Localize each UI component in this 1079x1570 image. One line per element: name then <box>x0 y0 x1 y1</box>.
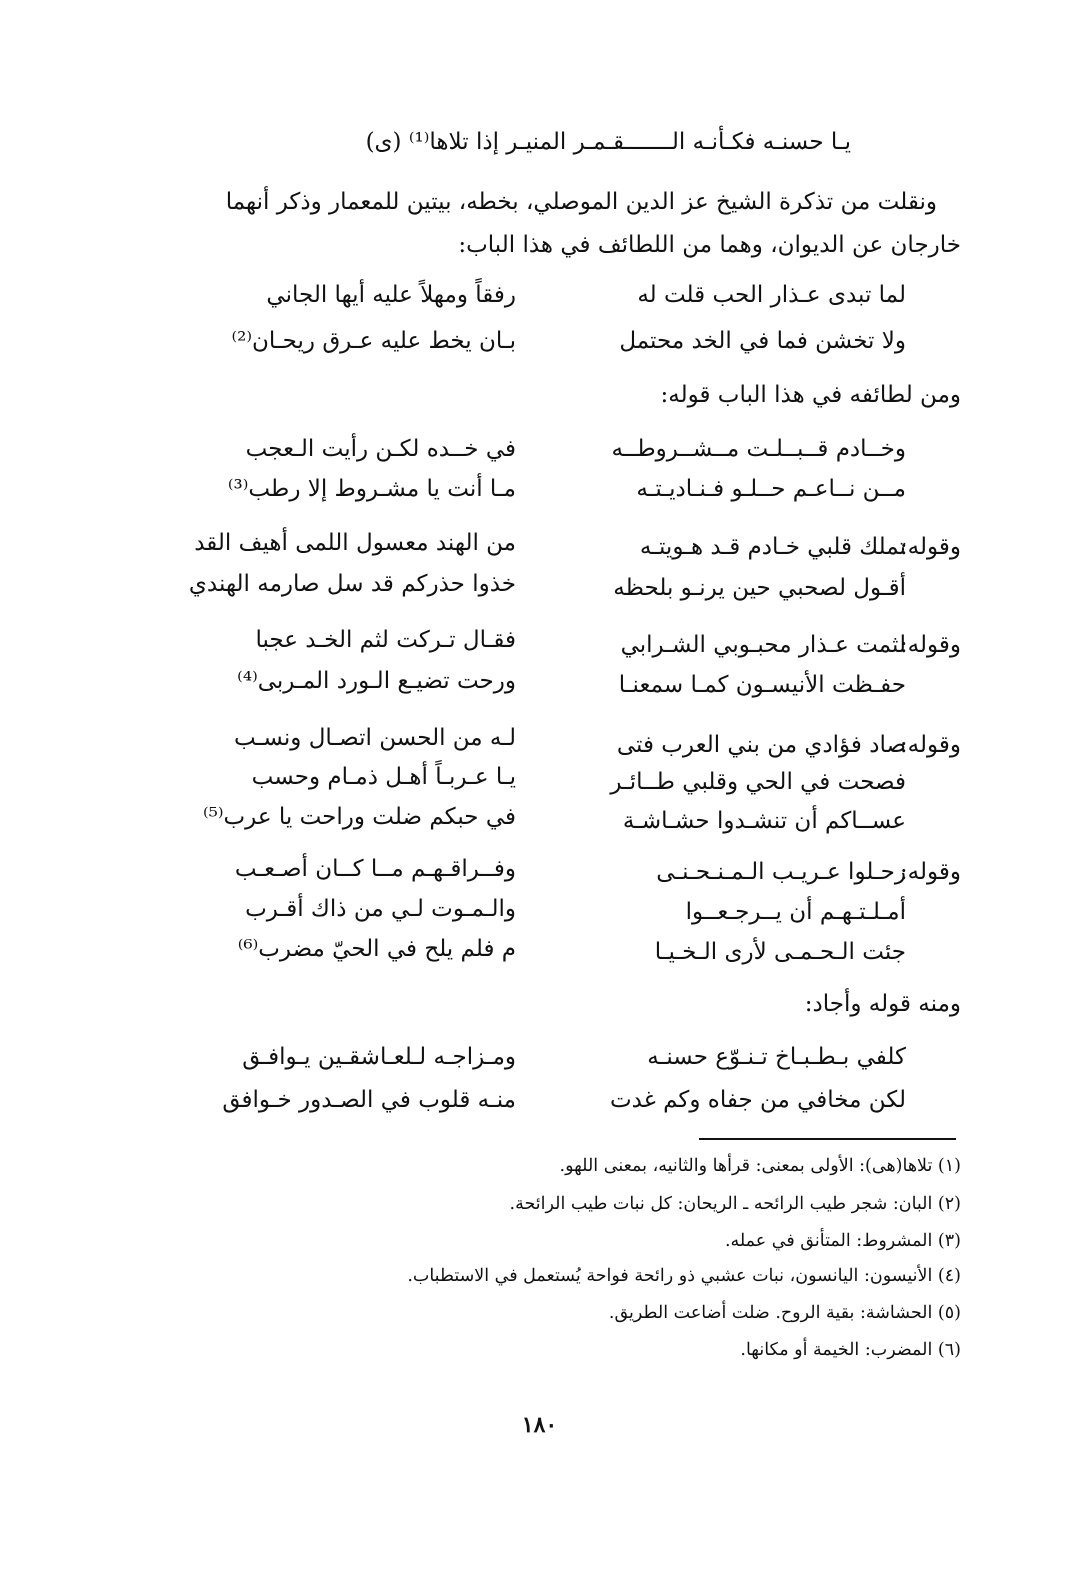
footnote: (٥) الحشاشة: بقية الروح. ضلت أضاعت الطريق. <box>608 1303 961 1323</box>
verse-hemistich-left: مـا أنت يا مشـروط إلا رطب⁽³⁾ <box>227 476 516 502</box>
intro-line: ومنه قوله وأجاد: <box>804 991 961 1017</box>
verse-hemistich-right: تملك قلبي خـادم قـد هـويتـه <box>639 534 906 560</box>
footnote: (٣) المشروط: المتأنق في عمله. <box>724 1231 961 1251</box>
verse-hemistich-right: كلفي بـطـبـاخ تـنـوّع حسنـه <box>647 1044 906 1070</box>
verse-hemistich-left: بـان يخط عليه عـرق ريحـان⁽²⁾ <box>231 328 516 354</box>
verse-hemistich-left: خذوا حذركم قد سل صارمه الهندي <box>188 571 516 597</box>
verse-hemistich-right: ولا تخشن فما في الخد محتمل <box>619 328 906 354</box>
verse-hemistich-left: رفقاً ومهلاً عليه أيها الجاني <box>266 282 516 308</box>
verse-hemistich-left: في خــده لكـن رأيت الـعجب <box>245 436 516 462</box>
page-number: ١٨٠ <box>521 1412 558 1438</box>
verse-prefix: وقوله: <box>899 534 961 560</box>
verse-hemistich-left: وفــراقـهـم مــا كــان أصـعـب <box>234 856 516 882</box>
verse-hemistich-left: في حبكم ضلت وراحت يا عرب⁽⁵⁾ <box>202 804 516 830</box>
verse-hemistich-left: منـه قلوب في الصـدور خـوافق <box>222 1087 516 1113</box>
verse-hemistich-right: مــن نــاعـم حــلـو فـنـاديـتـه <box>636 476 906 502</box>
verse-hemistich-right: حفـظت الأنيسـون كمـا سمعنـا <box>618 672 906 698</box>
verse-hemistich-left: فقـال تـركت لثم الخـد عجبا <box>255 627 516 653</box>
verse-hemistich-right: جئت الـحـمـى لأرى الـخـيـا <box>654 939 906 965</box>
verse-hemistich-right: لما تبدى عـذار الحب قلت له <box>637 282 906 308</box>
footnote: (٤) الأنيسون: اليانسون، نبات عشبي ذو رائحة فواحة يُستعمل في الاستطباب. <box>407 1266 961 1286</box>
footnote-separator <box>699 1138 956 1140</box>
verse-prefix: وقوله: <box>899 732 961 758</box>
paragraph-line: ونقلت من تذكرة الشيخ عز الدين الموصلي، بخطه، بيتين للمعمار وذكر أنهما <box>225 189 937 215</box>
verse-hemistich-right: صاد فؤادي من بني العرب فتى <box>616 732 906 758</box>
verse-hemistich-right: عســاكم أن تنشـدوا حشـاشـة <box>622 808 906 834</box>
verse-hemistich-right: لكن مخافي من جفاه وكم غدت <box>610 1087 906 1113</box>
verse-hemistich-right: أمـلـتـهـم أن يــرجـعــوا <box>685 899 906 925</box>
verse-hemistich-right: أقـول لصحبي حين يرنـو بلحظه <box>613 575 906 601</box>
verse-hemistich-right: رحـلوا عـريـب الـمـنـحـنـى <box>656 859 906 885</box>
verse-hemistich-right: وخــادم قــبــلـت مــشــروطــه <box>611 436 906 462</box>
verse-line-top: يـا حسنـه فكـأنـه الـــــــقـمـر المنيـر إذا تلاها⁽¹⁾ (ى) <box>365 129 851 155</box>
verse-hemistich-left: ورحت تضيـع الـورد المـربى⁽⁴⁾ <box>237 668 516 694</box>
verse-hemistich-left: من الهند معسول اللمى أهيف القد <box>194 530 516 556</box>
paragraph-line: خارجان عن الديوان، وهما من اللطائف في هذا الباب: <box>458 232 961 258</box>
verse-hemistich-left: م فلم يلح في الحيّ مضرب⁽⁶⁾ <box>237 936 516 962</box>
verse-hemistich-right: فصحت في الحي وقلبي طــائـر <box>610 769 906 795</box>
footnote: (٦) المضرب: الخيمة أو مكانها. <box>740 1340 961 1360</box>
footnote: (١) تلاها(هى): الأولى بمعنى: قرأها والثانيه، بمعنى اللهو. <box>559 1156 961 1176</box>
verse-hemistich-right: لثمت عـذار محبـوبي الشـرابي <box>620 632 906 658</box>
verse-hemistich-left: يـا عـربـاً أهـل ذمـام وحسب <box>251 764 516 790</box>
intro-line: ومن لطائفه في هذا الباب قوله: <box>660 382 961 408</box>
verse-hemistich-left: ومـزاجـه لـلعـاشقـين يـوافـق <box>242 1044 516 1070</box>
verse-hemistich-left: والـمـوت لـي من ذاك أقـرب <box>245 896 516 922</box>
footnote: (٢) البان: شجر طيب الرائحه ـ الريحان: كل نبات طيب الرائحة. <box>509 1194 961 1214</box>
verse-prefix: وقوله: <box>899 859 961 885</box>
verse-prefix: وقوله: <box>899 632 961 658</box>
verse-hemistich-left: لـه من الحسن اتصـال ونسـب <box>234 725 516 751</box>
